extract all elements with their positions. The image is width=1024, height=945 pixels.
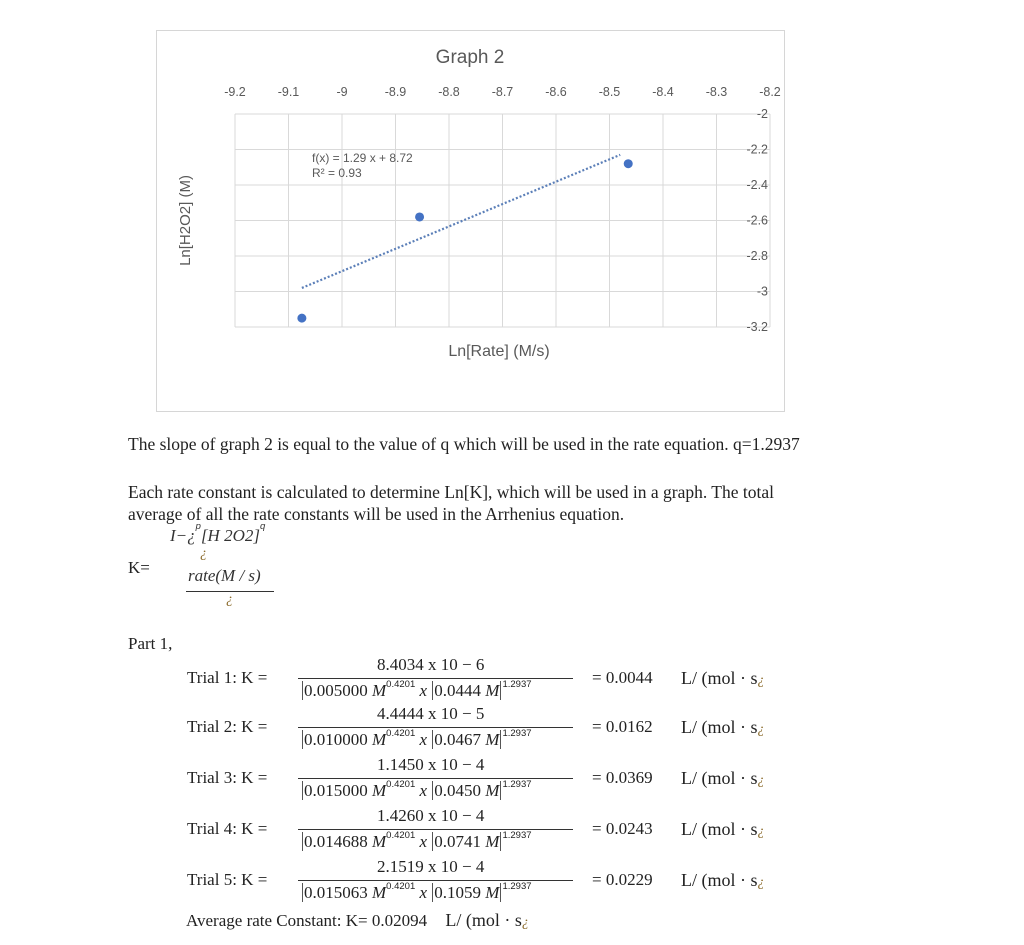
trial-iodide-conc: 0.014688 [304,832,368,851]
chart-y-axis-label: Ln[H2O2] (M) [177,175,194,266]
x-tick-label: -8.9 [384,85,407,99]
x-tick-label: -8.8 [438,85,460,99]
trial-result: = 0.0229 [592,870,653,889]
trial-denominator: 0.015000 $M^{0.4201}$ x 0.0450 M $^{1.2937}$ [304,779,532,800]
trial-label: Trial 4: K = [187,819,268,838]
data-point [415,212,424,221]
data-point [624,159,633,168]
trial-unit: L/ (mol · s¿ [681,870,765,890]
trial-iodide-conc: 0.015000 [304,781,368,800]
trial-denominator: 0.015063 $M^{0.4201}$ x 0.1059 M $^{1.2937}$ [304,881,532,902]
k-formula-denominator: rate(M / s) [188,566,261,585]
chart-title: Graph 2 [435,47,505,68]
trial-numerator: 4.4444 x 10 − 5 [377,704,485,723]
chart-x-axis-label: Ln[Rate] (M/s) [448,343,550,360]
trial-numerator: 1.4260 x 10 − 4 [377,806,485,825]
k-formula-numerator: I−¿$^p$[H 2O2]$^q$ [170,521,266,545]
data-point [297,314,306,323]
trial-unit: L/ (mol · s¿ [681,668,765,688]
trial-denominator: 0.005000 $M^{0.4201}$ x 0.0444 M $^{1.2937}$ [304,679,532,700]
graph-2-chart [156,30,785,412]
trial-iodide-conc: 0.005000 [304,681,368,700]
x-tick-label: -8.6 [545,85,567,99]
trial-result: = 0.0369 [592,768,653,787]
y-tick-label: -2 [756,107,768,121]
y-tick-label: -2.4 [746,178,768,192]
y-tick-label: -2.8 [746,249,768,263]
x-tick-label: -8.3 [705,85,728,99]
x-tick-label: -9.1 [277,85,300,99]
trial-result: = 0.0044 [592,668,653,687]
slope-statement: The slope of graph 2 is equal to the value of q which will be used in the rate equation. q=1.2937 [128,434,800,454]
k-numerator-iodide: I−¿ [170,526,196,545]
trial-label: Trial 3: K = [187,768,268,787]
trial-numerator: 8.4034 x 10 − 6 [377,655,485,674]
x-tick-label: -8.5 [598,85,621,99]
x-tick-label: -9.2 [224,85,246,99]
trial-unit: L/ (mol · s¿ [681,717,765,737]
rate-constant-explanation-line-1: Each rate constant is calculated to determine Ln[K], which will be used in a graph. The total [128,482,774,502]
k-numerator-peroxide: [H 2O2] [200,526,260,545]
trial-unit: L/ (mol · s¿ [681,768,765,788]
trial-iodide-conc: 0.015063 [304,883,368,902]
y-tick-label: -3 [756,284,768,299]
part-1-label: Part 1, [128,634,173,653]
k-numerator-glyph: ¿ [200,546,207,561]
y-tick-label: -3.2 [746,320,768,334]
trial-label: Trial 1: K = [187,668,268,687]
trial-label: Trial 5: K = [187,870,268,889]
average-rate-constant: Average rate Constant: K= 0.02094 L/ (mol · s¿ [186,910,529,930]
y-tick-label: -2.2 [746,142,768,157]
trial-peroxide-conc: 0.0741 [434,832,482,851]
trial-numerator: 1.1450 x 10 − 4 [377,755,485,774]
x-tick-label: -9 [336,85,348,99]
k-label: K= [128,558,150,577]
trendline-equation: f(x) = 1.29 x + 8.72 [312,151,413,165]
trial-iodide-conc: 0.010000 [304,730,368,749]
rate-constant-explanation-line-2: average of all the rate constants will be used in the Arrhenius equation. [128,504,625,524]
trial-peroxide-conc: 0.0450 [434,781,482,800]
trendline-r-squared: R² = 0.93 [312,166,362,180]
x-tick-label: -8.4 [652,85,674,99]
trial-denominator: 0.010000 $M^{0.4201}$ x 0.0467 M $^{1.2937}$ [304,728,532,749]
trial-result: = 0.0162 [592,717,653,736]
trial-peroxide-conc: 0.0467 [434,730,482,749]
trial-numerator: 2.1519 x 10 − 4 [377,857,485,876]
trial-denominator: 0.014688 $M^{0.4201}$ x 0.0741 M $^{1.2937}$ [304,830,532,851]
trial-unit: L/ (mol · s¿ [681,819,765,839]
trial-result: = 0.0243 [592,819,653,838]
y-tick-label: -2.6 [746,213,768,228]
trial-peroxide-conc: 0.0444 [434,681,482,700]
x-tick-label: -8.2 [759,85,781,99]
x-tick-label: -8.7 [491,85,514,99]
trial-label: Trial 2: K = [187,717,268,736]
chart-canvas [157,31,784,411]
trial-peroxide-conc: 0.1059 [434,883,482,902]
k-denominator-glyph: ¿ [226,592,233,607]
